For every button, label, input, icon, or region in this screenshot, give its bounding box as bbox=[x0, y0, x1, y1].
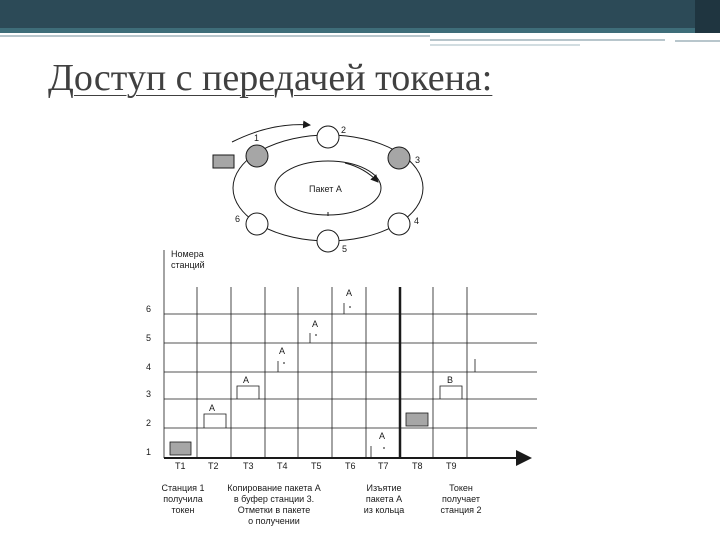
station-3-label: 3 bbox=[415, 155, 421, 165]
svg-text:о получении: о получении bbox=[248, 516, 300, 526]
token-box bbox=[213, 155, 234, 168]
ring-direction-arrow-top bbox=[232, 125, 310, 142]
time-tick-t4: T4 bbox=[277, 461, 288, 471]
station-tick-4: 4 bbox=[146, 362, 152, 372]
svg-text:получила: получила bbox=[163, 494, 203, 504]
timeline-token-station-2 bbox=[406, 413, 428, 426]
station-6-label: 6 bbox=[235, 214, 241, 224]
station-5-label: 5 bbox=[342, 244, 348, 254]
packet-label-a-station-6: A bbox=[346, 288, 353, 298]
time-tick-t5: T5 bbox=[311, 461, 322, 471]
station-2-label: 2 bbox=[341, 125, 347, 135]
caption-2 bbox=[227, 483, 321, 526]
slide-title: Доступ с передачей токена: bbox=[48, 57, 493, 99]
caption-4 bbox=[440, 483, 481, 515]
station-tick-2: 2 bbox=[146, 418, 152, 428]
station-4-label: 4 bbox=[414, 216, 420, 226]
svg-text:Отметки в пакете: Отметки в пакете bbox=[237, 505, 311, 515]
time-tick-t3: T3 bbox=[243, 461, 254, 471]
time-tick-t8: T8 bbox=[412, 461, 423, 471]
station-5-node bbox=[317, 230, 339, 252]
svg-text:в буфер станции 3.: в буфер станции 3. bbox=[233, 494, 315, 504]
timeline-token-station-1 bbox=[170, 442, 191, 455]
caption-1 bbox=[161, 483, 204, 515]
station-2-node bbox=[317, 126, 339, 148]
svg-text:Изъятие: Изъятие bbox=[366, 483, 402, 493]
svg-text:получает: получает bbox=[442, 494, 480, 504]
station-6-node bbox=[246, 213, 268, 235]
caption-3 bbox=[364, 483, 405, 515]
station-4-node bbox=[388, 213, 410, 235]
svg-text:пакета А: пакета А bbox=[365, 494, 403, 504]
svg-text:токен: токен bbox=[171, 505, 195, 515]
timeline-grid bbox=[164, 250, 537, 458]
station-1-label: 1 bbox=[254, 133, 260, 143]
y-axis-label-line1: Номера bbox=[171, 249, 204, 259]
packet-label-a-station-3: A bbox=[243, 375, 250, 385]
time-tick-t1: T1 bbox=[175, 461, 186, 471]
station-tick-1: 1 bbox=[146, 447, 152, 457]
packet-label-a-station-5: A bbox=[312, 319, 319, 329]
svg-text:станция 2: станция 2 bbox=[440, 505, 482, 515]
station-tick-3: 3 bbox=[146, 389, 152, 399]
svg-text:из кольца: из кольца bbox=[363, 505, 405, 515]
packet-a-label: Пакет А bbox=[309, 184, 342, 194]
station-tick-5: 5 bbox=[146, 333, 152, 343]
time-tick-t2: T2 bbox=[208, 461, 219, 471]
station-1-node bbox=[246, 145, 268, 167]
svg-text:Копирование пакета А: Копирование пакета А bbox=[227, 483, 321, 493]
time-tick-t9: T9 bbox=[446, 461, 457, 471]
svg-text:Станция 1: Станция 1 bbox=[161, 483, 205, 493]
y-axis-label-line2: станций bbox=[171, 260, 205, 270]
packet-label-a-station-1: A bbox=[379, 431, 386, 441]
packet-label-a-station-2: A bbox=[209, 403, 216, 413]
packet-label-b: B bbox=[447, 375, 454, 385]
ring-direction-arrow-inner bbox=[345, 163, 378, 182]
station-tick-6: 6 bbox=[146, 304, 152, 314]
time-tick-t7: T7 bbox=[378, 461, 389, 471]
station-3-node bbox=[388, 147, 410, 169]
time-tick-t6: T6 bbox=[345, 461, 356, 471]
svg-text:Токен: Токен bbox=[449, 483, 473, 493]
packet-label-a-station-4: A bbox=[279, 346, 286, 356]
